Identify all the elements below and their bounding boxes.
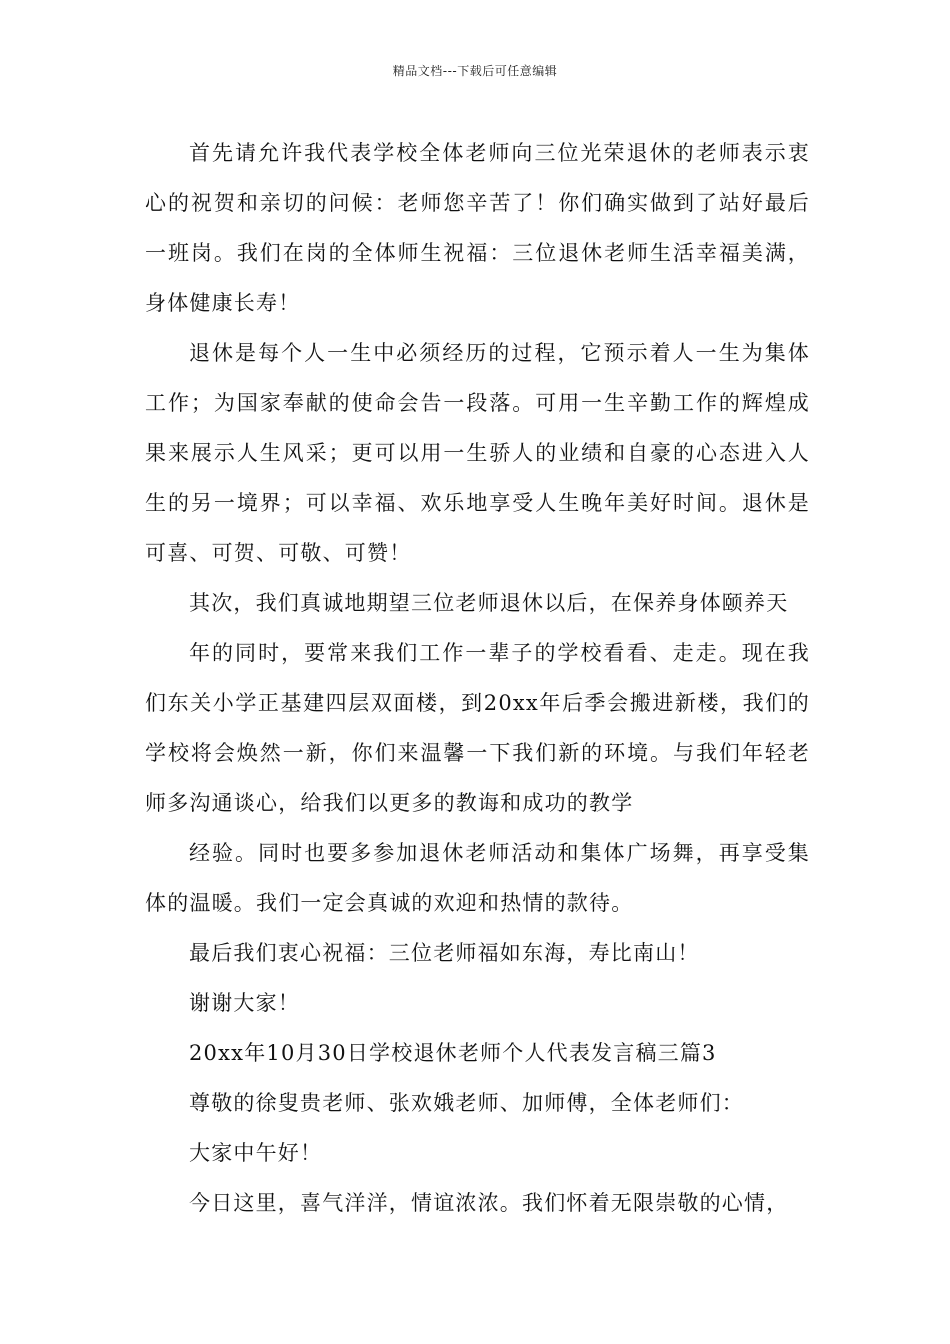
paragraph-congratulations: 首先请允许我代表学校全体老师向三位光荣退休的老师表示衷心的祝贺和亲切的问候：老师您辛苦了！你们确实做到了站好最后一班岗。我们在岗的全体师生祝福：三位退休老师生活幸福美满，身体健康长寿！ (145, 141, 810, 315)
document-body (145, 128, 810, 1228)
line-greeting: 大家中午好！ (189, 1141, 323, 1165)
paragraph-retirement-meaning: 退休是每个人一生中必须经历的过程，它预示着人一生为集体工作；为国家奉献的使命会告一段落。可用一生辛勤工作的辉煌成果来展示人生风采；更可以用一生骄人的业绩和自豪的心态进入人生的另一境界；可以幸福、欢乐地享受人生晚年美好时间。退休是可喜、可贺、可敬、可赞！ (145, 341, 810, 565)
paragraph-experience: 经验。同时也要多参加退休老师活动和集体广场舞，再享受集体的温暖。我们一定会真诚的欢迎和热情的款待。 (145, 841, 810, 915)
line-opening: 今日这里，喜气洋洋，情谊浓浓。我们怀着无限崇敬的心情， (189, 1191, 789, 1215)
line-salutation: 尊敬的徐叟贵老师、张欢娥老师、加师傅，全体老师们： (189, 1091, 744, 1115)
line-thanks: 谢谢大家！ (189, 991, 300, 1015)
paragraph-hope-visit: 年的同时，要常来我们工作一辈子的学校看看、走走。现在我们东关小学正基建四层双面楼，到20xx年后季会搬进新楼，我们的学校将会焕然一新，你们来温馨一下我们新的环境。与我们年轻老师多沟通谈心，给我们以更多的教诲和成功的教学 (145, 641, 810, 815)
page-header: 精品文档---下载后可任意编辑 (392, 64, 558, 78)
line-blessing: 最后我们衷心祝福：三位老师福如东海，寿比南山！ (189, 941, 700, 965)
line-section-title: 20xx年10月30日学校退休老师个人代表发言稿三篇3 (189, 1041, 717, 1065)
paragraph-hope-start: 其次，我们真诚地期望三位老师退休以后，在保养身体颐养天 (189, 591, 789, 615)
